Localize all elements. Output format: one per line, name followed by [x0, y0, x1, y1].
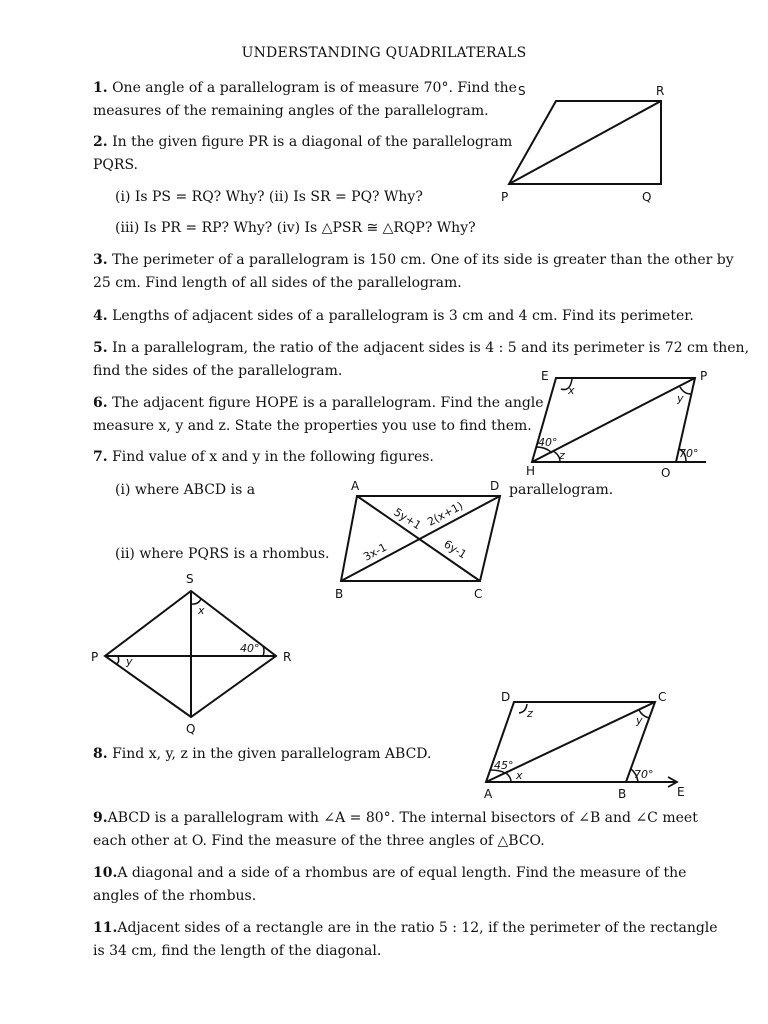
question-10	[93, 862, 686, 908]
question-number: 6.	[93, 395, 108, 411]
angle-label-z: z	[527, 707, 533, 720]
question-text: find the sides of the parallelogram.	[93, 363, 343, 379]
question-number: 10.	[93, 865, 118, 881]
vertex-label-p: P	[501, 190, 509, 204]
question-text: Adjacent sides of a rectangle are in the ratio 5 : 12, if the perimeter of the rectangle	[117, 920, 718, 936]
question-text: Find x, y, z in the given parallelogram ABCD.	[112, 746, 432, 762]
question-text: measure x, y and z. State the properties you use to find them.	[93, 418, 532, 434]
angle-label-40: 40°	[538, 436, 558, 449]
angle-arc-x	[506, 773, 511, 782]
vertex-label-d: D	[501, 690, 511, 704]
angle-label-y: y	[636, 714, 643, 727]
question-2-sub-2: (iii) Is PR = RP? Why? (iv) Is △PSR ≅ △RQP? Why?	[115, 220, 476, 236]
vertex-label-s: S	[518, 84, 526, 98]
angle-label-70: 70°	[679, 447, 699, 460]
question-number: 9.	[93, 810, 108, 826]
question-9	[93, 807, 698, 853]
question-1	[93, 77, 517, 123]
question-text: Find value of x and y in the following figures.	[112, 449, 434, 465]
segment-label-5y-plus-1: 5y+1	[391, 505, 424, 533]
question-6	[93, 392, 544, 438]
question-text: In the given figure PR is a diagonal of the parallelogram	[112, 134, 513, 150]
question-number: 1.	[93, 80, 108, 96]
angle-arc-z	[519, 704, 527, 713]
vertex-label-e: E	[541, 369, 549, 383]
vertex-label-h: H	[526, 464, 536, 478]
page-title: UNDERSTANDING QUADRILATERALS	[241, 45, 527, 61]
vertex-label-p: P	[700, 369, 708, 383]
angle-label-45: 45°	[494, 759, 514, 772]
parallelogram-abcd-angles-figure	[478, 686, 698, 802]
vertex-label-a: A	[351, 479, 360, 493]
vertex-label-q: Q	[642, 190, 652, 204]
vertex-label-o: O	[661, 466, 671, 480]
segment-label-6y-minus-1: 6y-1	[441, 537, 469, 562]
vertex-label-q: Q	[186, 722, 196, 736]
question-text: Lengths of adjacent sides of a parallelogram is 3 cm and 4 cm. Find its perimeter.	[112, 308, 694, 324]
angle-label-x: x	[568, 384, 575, 397]
question-11	[93, 917, 718, 963]
vertex-label-r: R	[656, 84, 665, 98]
angle-label-x: x	[516, 769, 523, 782]
question-text: The perimeter of a parallelogram is 150 cm. One of its side is greater than the other by	[112, 252, 734, 268]
question-text: PQRS.	[93, 157, 138, 173]
rhombus-pqrs-figure	[88, 570, 298, 740]
question-2	[93, 131, 512, 177]
parallelogram-hope-figure	[522, 365, 712, 480]
question-2-sub-1: (i) Is PS = RQ? Why? (ii) Is SR = PQ? Why?	[115, 189, 423, 205]
question-text: A diagonal and a side of a rhombus are of equal length. Find the measure of the	[117, 865, 687, 881]
question-number: 11.	[93, 920, 118, 936]
parallelogram-abcd-diagonals-figure	[330, 476, 510, 604]
vertex-label-c: C	[474, 587, 483, 601]
question-number: 4.	[93, 308, 108, 324]
diagonal-hp	[532, 378, 695, 462]
vertex-label-d: D	[490, 479, 500, 493]
question-7-sub-1-end: parallelogram.	[509, 482, 614, 498]
question-text: angles of the rhombus.	[93, 888, 257, 904]
question-3	[93, 249, 734, 295]
question-number: 7.	[93, 449, 108, 465]
question-text: 25 cm. Find length of all sides of the parallelogram.	[93, 275, 462, 291]
question-7-sub-2: (ii) where PQRS is a rhombus.	[115, 546, 330, 562]
angle-arc-y	[116, 656, 119, 664]
angle-arc-40	[263, 646, 264, 656]
angle-label-y: y	[126, 655, 133, 668]
diagonal-db	[341, 496, 500, 581]
segment-label-3x-minus-1: 3x-1	[361, 540, 390, 564]
vertex-label-b: B	[618, 787, 627, 801]
angle-label-y: y	[677, 392, 684, 405]
angle-label-70: 70°	[634, 768, 654, 781]
vertex-label-p: P	[91, 650, 99, 664]
question-text: In a parallelogram, the ratio of the adjacent sides is 4 : 5 and its perimeter is 72 cm then,	[112, 340, 750, 356]
vertex-label-b: B	[335, 587, 344, 601]
vertex-label-s: S	[186, 572, 194, 586]
angle-label-40: 40°	[240, 642, 260, 655]
question-text: measures of the remaining angles of the parallelogram.	[93, 103, 489, 119]
angle-label-z: z	[559, 449, 565, 462]
question-number: 3.	[93, 252, 108, 268]
question-text: each other at O. Find the measure of the three angles of △BCO.	[93, 833, 545, 849]
vertex-label-a: A	[484, 787, 493, 801]
question-number: 5.	[93, 340, 108, 356]
question-4	[93, 305, 694, 328]
point-label-e: E	[677, 785, 685, 799]
vertex-label-c: C	[658, 690, 667, 704]
question-7	[93, 446, 434, 469]
question-7-sub-1: (i) where ABCD is a	[115, 482, 256, 498]
question-text: One angle of a parallelogram is of measure 70°. Find the	[112, 80, 517, 96]
question-text: The adjacent figure HOPE is a parallelogram. Find the angle	[112, 395, 544, 411]
parallelogram-pqrs-figure	[495, 78, 675, 208]
question-number: 2.	[93, 134, 108, 150]
question-text: is 34 cm, find the length of the diagonal.	[93, 943, 382, 959]
angle-label-x: x	[198, 604, 205, 617]
question-8	[93, 743, 431, 766]
question-number: 8.	[93, 746, 108, 762]
question-text: ABCD is a parallelogram with ∠A = 80°. The internal bisectors of ∠B and ∠C meet	[107, 810, 698, 826]
segment-label-2x-plus-1: 2(x+1)	[425, 499, 466, 529]
vertex-label-r: R	[283, 650, 292, 664]
